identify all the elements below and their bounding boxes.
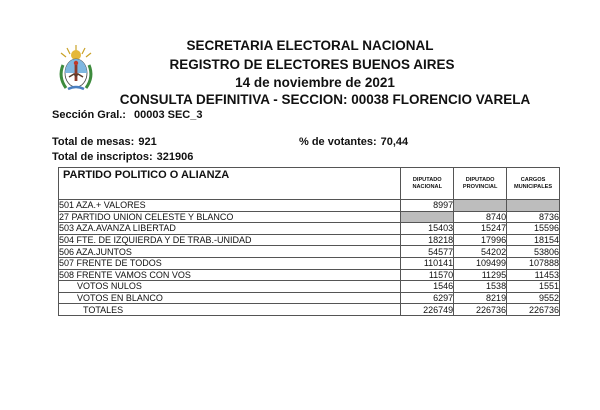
vote-count-cell — [454, 200, 507, 212]
table-row — [59, 223, 560, 235]
vote-count-cell: 9552 — [507, 292, 560, 304]
header-title: SECRETARIA ELECTORAL NACIONAL — [186, 38, 434, 53]
table-row — [59, 211, 560, 223]
table-row — [59, 292, 560, 304]
vote-count-cell: 1538 — [454, 281, 507, 293]
vote-count-cell: 11570 — [401, 269, 454, 281]
total-mesas-value: 921 — [138, 136, 157, 148]
vote-count-cell — [507, 200, 560, 212]
header-date: 14 de noviembre de 2021 — [235, 75, 395, 90]
table-row — [59, 269, 560, 281]
party-name-cell: 501 AZA.+ VALORES — [59, 200, 401, 212]
total-mesas-label: Total de mesas: — [52, 136, 135, 148]
vote-count-cell: 226749 — [401, 304, 454, 316]
vote-count-cell: 226736 — [507, 304, 560, 316]
vote-count-cell: 6297 — [401, 292, 454, 304]
vote-count-cell: 8736 — [507, 211, 560, 223]
party-name-cell: 504 FTE. DE IZQUIERDA Y DE TRAB.-UNIDAD — [59, 234, 401, 246]
vote-count-cell: 54202 — [454, 246, 507, 258]
seccion-general — [52, 109, 202, 121]
table-row — [59, 304, 560, 316]
table-header-row — [59, 168, 560, 200]
header-consulta: CONSULTA DEFINITIVA - SECCION: 00038 FLORENCIO VARELA — [119, 92, 531, 107]
party-name-cell: 506 AZA.JUNTOS — [59, 246, 401, 258]
party-column-header: PARTIDO POLITICO O ALIANZA — [59, 168, 401, 200]
vote-count-cell: 15596 — [507, 223, 560, 235]
vote-count-cell — [401, 211, 454, 223]
porcentaje-votantes-label: % de votantes: — [299, 136, 377, 148]
results-table — [58, 167, 560, 316]
vote-count-cell: 17996 — [454, 234, 507, 246]
porcentaje-votantes-value: 70,44 — [380, 136, 409, 148]
vote-count-cell: 15247 — [454, 223, 507, 235]
seccion-value: 00003 SEC_3 — [133, 109, 203, 121]
table-row — [59, 257, 560, 269]
party-name-cell: TOTALES — [59, 304, 401, 316]
vote-count-cell: 18154 — [507, 234, 560, 246]
total-mesas — [52, 136, 157, 148]
table-row — [59, 281, 560, 293]
vote-count-cell: 53806 — [507, 246, 560, 258]
vote-count-cell: 1546 — [401, 281, 454, 293]
party-name-cell: VOTOS NULOS — [59, 281, 401, 293]
header-subtitle: REGISTRO DE ELECTORES BUENOS AIRES — [169, 57, 455, 72]
vote-count-cell: 1551 — [507, 281, 560, 293]
vote-count-cell: 11453 — [507, 269, 560, 281]
vote-count-cell: 54577 — [401, 246, 454, 258]
table-row — [59, 200, 560, 212]
party-name-cell: VOTOS EN BLANCO — [59, 292, 401, 304]
party-name-cell: 27 PARTIDO UNION CELESTE Y BLANCO — [59, 211, 401, 223]
total-inscriptos-label: Total de inscriptos: — [52, 151, 153, 163]
vote-count-cell: 8219 — [454, 292, 507, 304]
seccion-label: Sección Gral.: — [52, 109, 126, 121]
vote-count-cell: 226736 — [454, 304, 507, 316]
vote-count-cell: 8997 — [401, 200, 454, 212]
party-name-cell: 503 AZA.AVANZA LIBERTAD — [59, 223, 401, 235]
total-inscriptos — [52, 151, 193, 163]
vote-count-cell: 15403 — [401, 223, 454, 235]
vote-count-cell: 107888 — [507, 257, 560, 269]
cargos-municipales-header: CARGOS MUNICIPALES — [507, 168, 560, 200]
total-inscriptos-value: 321906 — [156, 151, 194, 163]
vote-count-cell: 110141 — [401, 257, 454, 269]
vote-count-cell: 18218 — [401, 234, 454, 246]
diputado-provincial-header: DIPUTADO PROVINCIAL — [454, 168, 507, 200]
vote-count-cell: 109499 — [454, 257, 507, 269]
diputado-nacional-header: DIPUTADO NACIONAL — [401, 168, 454, 200]
vote-count-cell: 11295 — [454, 269, 507, 281]
party-name-cell: 508 FRENTE VAMOS CON VOS — [59, 269, 401, 281]
vote-count-cell: 8740 — [454, 211, 507, 223]
table-row — [59, 234, 560, 246]
party-name-cell: 507 FRENTE DE TODOS — [59, 257, 401, 269]
table-row — [59, 246, 560, 258]
porcentaje-votantes — [299, 136, 408, 148]
